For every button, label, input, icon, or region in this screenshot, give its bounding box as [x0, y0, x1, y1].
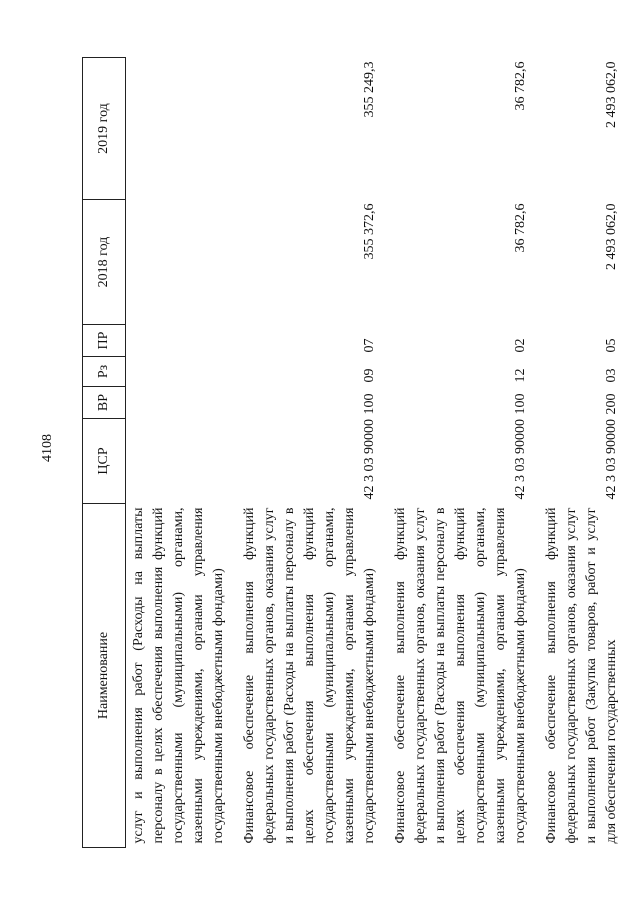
- row-vr: 100: [362, 393, 377, 415]
- row-rz: 12: [513, 368, 528, 383]
- row-name: Финансовое обеспечение выполнения функций федеральных государственных органов, оказания услуг и выполнения работ (Расходы на выплаты персоналу в целях обеспечения выполнения функций государственными (муниципальными) органами, казенными учреждениями, органами управления государственными внебюджетными фондами): [393, 507, 528, 844]
- row-2019: 355 249,3: [362, 61, 377, 118]
- row-2019: [126, 58, 238, 200]
- row-vr: [126, 387, 238, 419]
- row-vr: 100: [513, 393, 528, 415]
- row-name: Финансовое обеспечение выполнения функций федеральных государственных органов, оказания услуг и выполнения работ (Расходы на выплаты персоналу в целях обеспечения выполнения функций государственными (муниципальными) органами, казенными учреждениями, органами управления государственными внебюджетными фондами): [242, 507, 377, 844]
- row-csr: 42 3 03 90000: [362, 419, 377, 500]
- row-pr: 05: [604, 338, 619, 353]
- header-pr: ПР: [83, 325, 126, 357]
- row-2018: 2 493 062,0: [604, 203, 619, 270]
- row-rz: [126, 357, 238, 387]
- table-row: [126, 58, 238, 848]
- row-csr: [126, 419, 238, 504]
- row-csr: 42 3 03 90000: [513, 419, 528, 500]
- row-pr: 02: [513, 338, 528, 353]
- row-2018: 355 372,6: [362, 203, 377, 260]
- page-number: 4108: [40, 434, 55, 462]
- header-2019: 2019 год: [83, 58, 126, 200]
- header-csr: ЦСР: [83, 419, 126, 504]
- row-name: услуг и выполнения работ (Расходы на выплаты персоналу в целях обеспечения выполнения функций государственными (муниципальными) органами, казенными учреждениями, органами управления государственными внебюджетными фондами): [131, 507, 226, 844]
- table-header: [83, 58, 126, 848]
- header-vr: ВР: [83, 387, 126, 419]
- row-rz: 03: [604, 368, 619, 383]
- row-2018: [126, 200, 238, 325]
- row-2019: 36 782,6: [513, 61, 528, 111]
- budget-document: [82, 58, 619, 848]
- table-row: [237, 58, 388, 848]
- header-rz: Рз: [83, 357, 126, 387]
- budget-table: [82, 57, 630, 848]
- table-row: [539, 58, 630, 848]
- table-row: [388, 58, 539, 848]
- header-name: Наименование: [83, 504, 126, 848]
- row-pr: [126, 325, 238, 357]
- row-name: Финансовое обеспечение выполнения функций федеральных государственных органов, оказания услуг и выполнения работ (Закупка товаров, работ и услуг для обеспечения государственных: [544, 507, 619, 844]
- row-csr: 42 3 03 90000: [604, 419, 619, 500]
- header-2018: 2018 год: [83, 200, 126, 325]
- table-body: [126, 58, 631, 848]
- row-2019: 2 493 062,0: [604, 61, 619, 128]
- row-pr: 07: [362, 338, 377, 353]
- row-2018: 36 782,6: [513, 203, 528, 253]
- row-vr: 200: [604, 393, 619, 415]
- row-rz: 09: [362, 368, 377, 383]
